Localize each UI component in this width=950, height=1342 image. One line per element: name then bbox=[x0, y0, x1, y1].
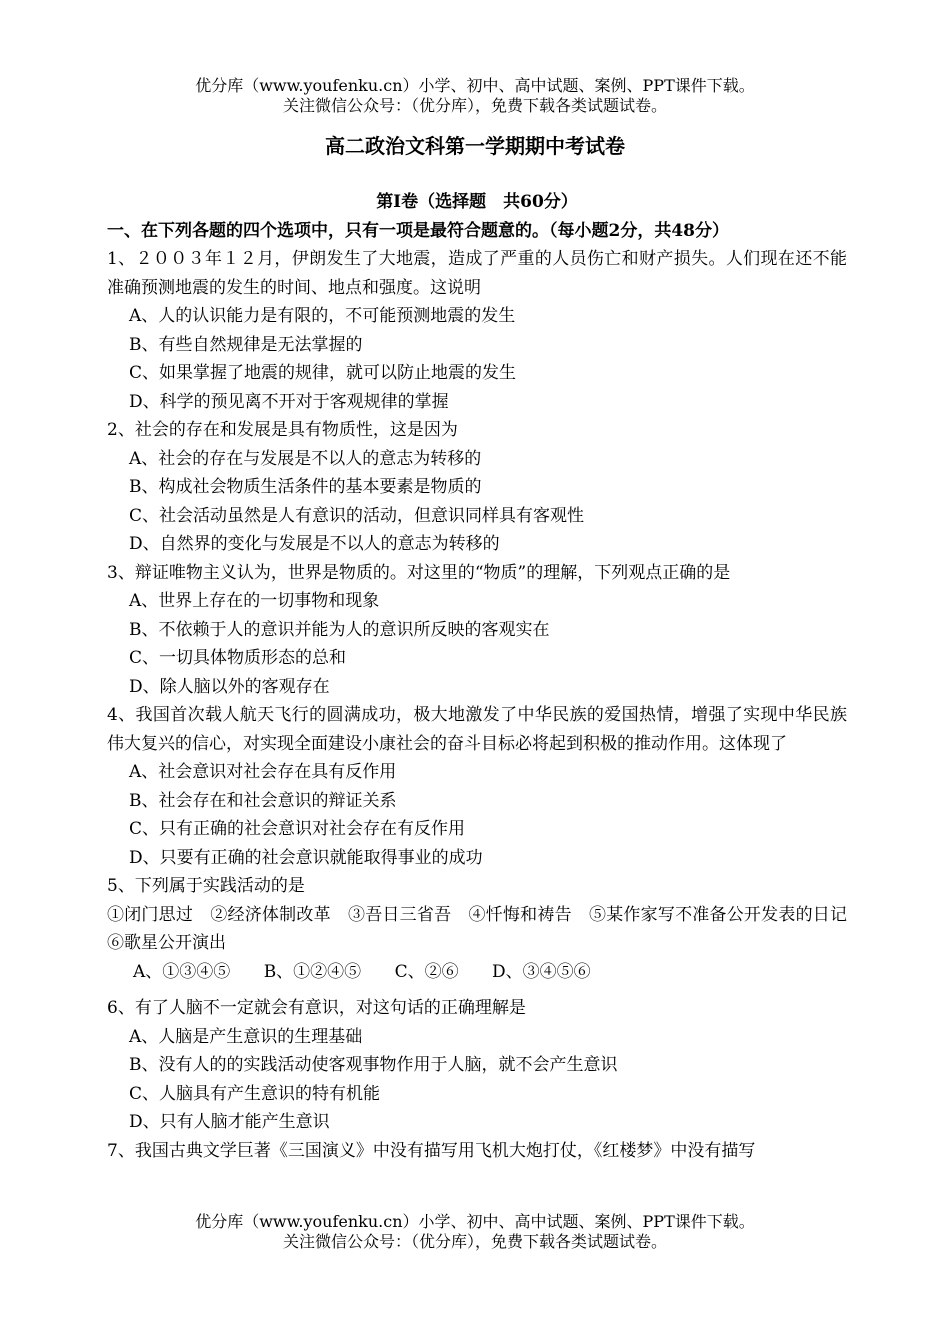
option-b: B、有些自然规律是无法掌握的 bbox=[129, 334, 363, 355]
header-line-1: 优分库（www.youfenku.cn）小学、初中、高中试题、案例、PPT课件下载。 bbox=[195, 76, 755, 95]
question-7 bbox=[107, 1137, 847, 1166]
question-stem: 6、有了人脑不一定就会有意识，对这句话的正确理解是 bbox=[107, 998, 526, 1018]
question-stem: 5、下列属于实践活动的是 bbox=[107, 876, 305, 896]
page-footer bbox=[0, 1212, 950, 1252]
choice-c: C、②⑥ bbox=[394, 961, 459, 982]
option-c: C、如果掌握了地震的规律，就可以防止地震的发生 bbox=[129, 363, 517, 383]
option-d: D、只有人脑才能产生意识 bbox=[129, 1112, 330, 1132]
choice-a: A、①③④⑤ bbox=[133, 961, 231, 982]
option-d: D、只要有正确的社会意识就能取得事业的成功 bbox=[129, 847, 483, 868]
option-c: C、只有正确的社会意识对社会存在有反作用 bbox=[129, 819, 466, 839]
option-c: C、社会活动虽然是人有意识的活动，但意识同样具有客观性 bbox=[129, 505, 585, 526]
option-d: D、除人脑以外的客观存在 bbox=[129, 676, 330, 697]
page-header bbox=[0, 76, 950, 116]
choice-b: B、①②④⑤ bbox=[263, 961, 362, 982]
footer-line-2: 关注微信公众号：（优分库），免费下载各类试题试卷。 bbox=[282, 1232, 667, 1251]
option-b: B、构成社会物质生活条件的基本要素是物质的 bbox=[129, 477, 482, 497]
option-a: A、社会意识对社会存在具有反作用 bbox=[129, 762, 397, 782]
question-stem: 4、我国首次载人航天飞行的圆满成功，极大地激发了中华民族的爱国热情，增强了实现中华民族伟大复兴的信心，对实现全面建设小康社会的奋斗目标必将起到积极的推动作用。这体现了 bbox=[107, 705, 847, 754]
option-b: B、不依赖于人的意识并能为人的意识所反映的客观实在 bbox=[129, 619, 550, 640]
choice-row bbox=[107, 958, 847, 987]
question-4 bbox=[107, 701, 847, 872]
question-stem: 2、社会的存在和发展是具有物质性，这是因为 bbox=[107, 420, 458, 440]
question-6 bbox=[107, 994, 847, 1137]
part-instructions: 一、在下列各题的四个选项中，只有一项是最符合题意的。（每小题2分，共48分） bbox=[107, 220, 729, 241]
option-c: C、人脑具有产生意识的特有机能 bbox=[129, 1083, 381, 1104]
question-stem: 7、我国古典文学巨著《三国演义》中没有描写用飞机大炮打仗，《红楼梦》中没有描写 bbox=[107, 1140, 756, 1161]
exam-title: 高二政治文科第一学期期中考试卷 bbox=[325, 134, 625, 158]
question-3 bbox=[107, 559, 847, 702]
question-5 bbox=[107, 872, 864, 994]
option-a: A、人脑是产生意识的生理基础 bbox=[129, 1026, 363, 1047]
header-line-2: 关注微信公众号：（优分库），免费下载各类试题试卷。 bbox=[282, 96, 667, 115]
question-1 bbox=[107, 245, 847, 416]
option-b: B、没有人的的实践活动使客观事物作用于人脑，就不会产生意识 bbox=[129, 1055, 618, 1075]
option-b: B、社会存在和社会意识的辩证关系 bbox=[129, 790, 397, 811]
choice-d: D、③④⑤⑥ bbox=[492, 961, 591, 982]
question-items: ①闭门思过 ②经济体制改革 ③吾日三省吾 ④忏悔和祷告 ⑤某作家写不准备公开发表的日记 ⑥歌星公开演出 bbox=[107, 904, 864, 953]
section-title: 第Ⅰ卷（选择题 共60分） bbox=[376, 192, 578, 212]
option-a: A、人的认识能力是有限的，不可能预测地震的发生 bbox=[129, 306, 516, 326]
option-c: C、一切具体物质形态的总和 bbox=[129, 648, 347, 668]
option-d: D、自然界的变化与发展是不以人的意志为转移的 bbox=[129, 534, 500, 554]
question-2 bbox=[107, 416, 847, 559]
question-stem: 3、辩证唯物主义认为，世界是物质的。对这里的“物质”的理解，下列观点正确的是 bbox=[107, 562, 731, 583]
option-a: A、世界上存在的一切事物和现象 bbox=[129, 591, 380, 611]
question-stem: 1、２００３年１２月，伊朗发生了大地震，造成了严重的人员伤亡和财产损失。人们现在还不能准确预测地震的发生的时间、地点和强度。这说明 bbox=[107, 249, 847, 298]
exam-content bbox=[107, 188, 864, 1165]
footer-line-1: 优分库（www.youfenku.cn）小学、初中、高中试题、案例、PPT课件下载。 bbox=[195, 1212, 755, 1231]
option-a: A、社会的存在与发展是不以人的意志为转移的 bbox=[129, 448, 482, 469]
option-d: D、科学的预见离不开对于客观规律的掌握 bbox=[129, 391, 449, 412]
